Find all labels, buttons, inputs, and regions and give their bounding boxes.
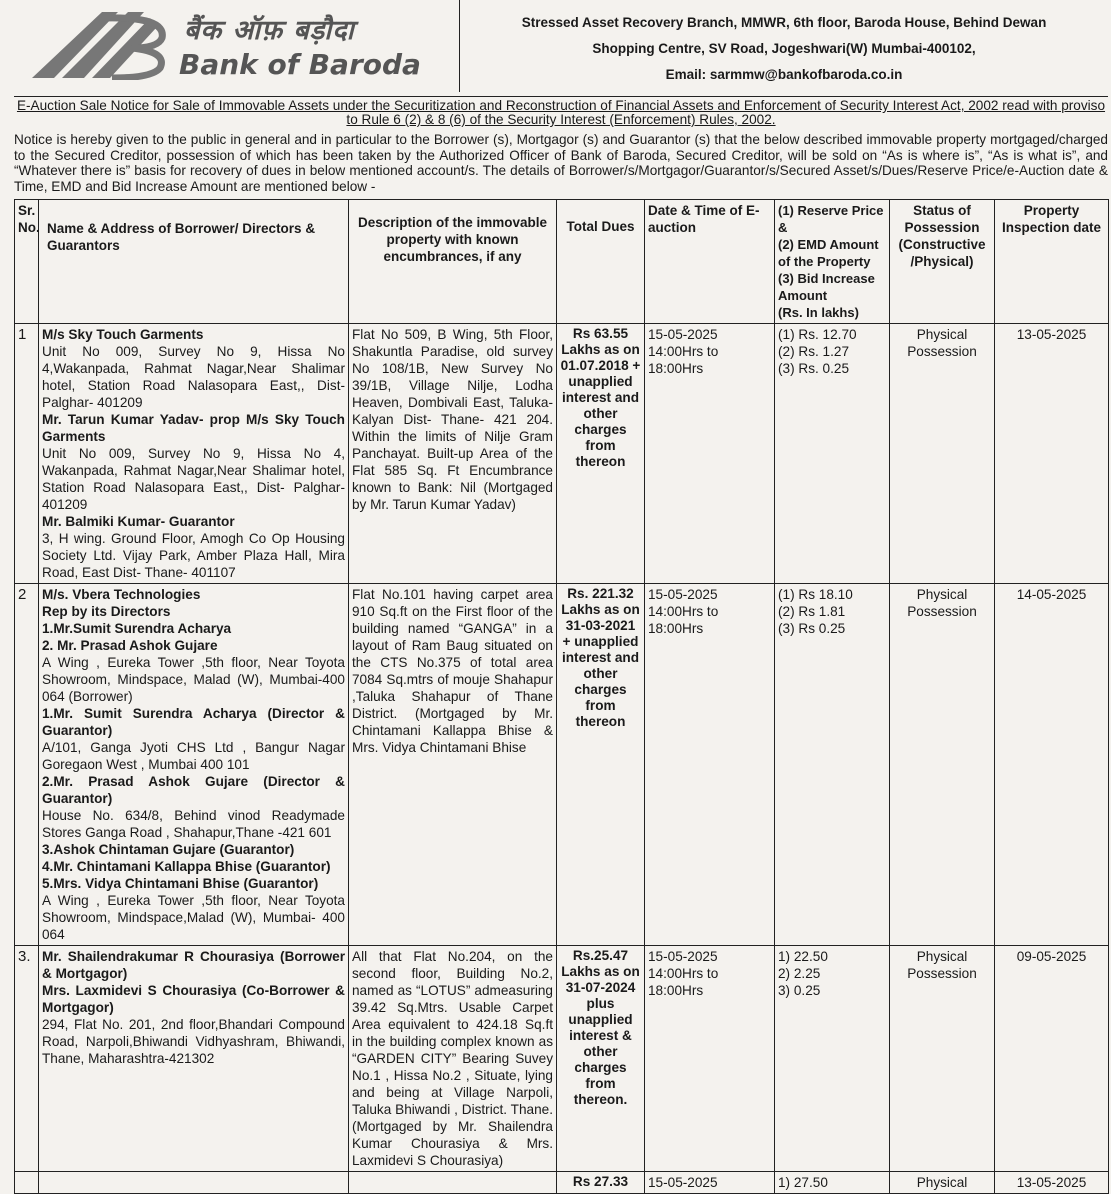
row-sr-no: 3. — [15, 946, 39, 1172]
header-reserve-1: (1) Reserve Price & — [778, 203, 884, 235]
row-dues: Rs 27.33 — [557, 1172, 645, 1194]
logo-hindi-text: बैंक ऑफ़ बड़ौदा — [184, 15, 355, 46]
borrower-name: 1.Mr. Sumit Surendra Acharya (Director & Guarantor) — [42, 706, 345, 738]
row-dues: Rs. 221.32 Lakhs as on 31-03-2021 + unapplied interest and other charges from thereon — [557, 584, 645, 946]
row-dues: Rs.25.47 Lakhs as on 31-07-2024 plus unapplied interest & other charges from thereon. — [557, 946, 645, 1172]
row-auction-date: 15-05-2025 — [645, 1172, 775, 1194]
row-inspection-date: 13-05-2025 — [995, 324, 1109, 584]
reserve-line: (3) Rs 0.25 — [778, 621, 846, 636]
header-name: Name & Address of Borrower/ Directors & Guarantors — [39, 200, 349, 324]
borrower-name: M/s Sky Touch Garments — [42, 327, 204, 342]
row-description: All that Flat No.204, on the second floor, Building No.2, named as “LOTUS” admeasuring 39.42 Sq.Mtrs. Usable Carpet Area equivalent to 424.18 Sq.ft in the building complex known as “GARDEN CITY” Bearing Suvey No.1 , Hissa No.2 , Situate, lying and being at Village Narpoli, Taluka Bhiwandi , District. Thane. (Mortgaged by Mr. Shailendra Kumar Chourasiya & Mrs. Laxmidevi S Chourasiya) — [349, 946, 557, 1172]
row-borrower — [39, 1172, 349, 1194]
header-status: Status of Possession (Constructive /Physical) — [890, 200, 995, 324]
borrower-address: Unit No 009, Survey No 9, Hissa No 4,Wakanpada, Rahmat Nagar,Near Shalimar hotel, Station Road Nalasopara East,, Dist- Palghar- 401209 — [42, 344, 345, 410]
borrower-address: 3, H wing. Ground Floor, Amogh Co Op Housing Society Ltd. Vijay Park, Amber Plaza Hall, Mira Road, East Dist- Thane- 401107 — [42, 531, 345, 580]
address-line-2: Shopping Centre, SV Road, Jogeshwari(W) Mumbai-400102, — [592, 41, 976, 56]
borrower-address: A Wing , Eureka Tower ,5th floor, Near Toyota Showroom, Mindspace, Malad (W), Mumbai-400 064 (Borrower) — [42, 655, 345, 704]
table-row — [15, 946, 1109, 1172]
row-inspection-date: 13-05-2025 — [995, 1172, 1109, 1194]
borrower-name: 5.Mrs. Vidya Chintamani Bhise (Guarantor) — [42, 876, 319, 891]
row-auction-date: 15-05-2025 14:00Hrs to 18:00Hrs — [645, 584, 775, 946]
borrower-address: 294, Flat No. 201, 2nd floor,Bhandari Compound Road, Narpoli,Bhiwandi Vidhyashram, Bhiwandi, Thane, Maharashtra-421302 — [42, 1017, 345, 1066]
borrower-address: House No. 634/8, Behind vinod Readymade Stores Ganga Road , Shahapur,Thane -421 601 — [42, 808, 345, 840]
row-inspection-date: 09-05-2025 — [995, 946, 1109, 1172]
row-description — [349, 1172, 557, 1194]
borrower-name: 3.Ashok Chintaman Gujare (Guarantor) — [42, 842, 295, 857]
notice-title: E-Auction Sale Notice for Sale of Immovable Assets under the Securitization and Reconstruction of Financial Assets and Enforcement of Security Interest Act, 2002 read with proviso to Rule 6 (2) & 8 (6) of the Security Interest (Enforcement) Rules, 2002. — [14, 96, 1108, 127]
row-auction-date: 15-05-2025 14:00Hrs to 18:00Hrs — [645, 324, 775, 584]
row-inspection-date: 14-05-2025 — [995, 584, 1109, 946]
row-description: Flat No 509, B Wing, 5th Floor, Shakuntla Paradise, old survey No 108/1B, New Survey No 39/1B, Village Nilje, Lodha Heaven, Dombivali East, Taluka- Kalyan Dist- Thane- 421 204. Within the limits of Nilje Gram Panchayat. Built-up Area of the Flat 585 Sq. Ft Encumbrance known to Bank: Nil (Mortgaged by Mr. Tarun Kumar Yadav) — [349, 324, 557, 584]
header-reserve-3: (3) Bid Increase Amount — [778, 271, 875, 303]
borrower-name: Mrs. Laxmidevi S Chourasiya (Co-Borrower & Mortgagor) — [42, 983, 345, 1015]
header-reserve-2: (2) EMD Amount of the Property — [778, 237, 879, 269]
reserve-line: (3) Rs. 0.25 — [778, 361, 850, 376]
row-borrower — [39, 946, 349, 1172]
borrower-address: A/101, Ganga Jyoti CHS Ltd , Bangur Nagar Goregaon West , Mumbai 400 101 — [42, 740, 345, 772]
header-dues: Total Dues — [557, 200, 645, 324]
bank-logo — [14, 0, 460, 92]
table-row — [15, 1172, 1109, 1194]
borrower-name: Rep by its Directors — [42, 604, 171, 619]
row-description: Flat No.101 having carpet area 910 Sq.ft on the First floor of the building named “GANGA” in a layout of Ram Baug situated on the CTS No.375 of total area 7084 Sq.mtrs of mouje Shahapur ,Taluka Shahapur of Thane District. (Mortgaged by Mr. Chintamani Kallappa Bhise & Mrs. Vidya Chintamani Bhise — [349, 584, 557, 946]
borrower-name: 2. Mr. Prasad Ashok Gujare — [42, 638, 218, 653]
row-reserve — [775, 324, 890, 584]
row-auction-date: 15-05-2025 14:00Hrs to 18:00Hrs — [645, 946, 775, 1172]
notice-header — [14, 0, 1108, 92]
baroda-sun-icon — [32, 8, 172, 80]
row-reserve — [775, 946, 890, 1172]
row-sr-no: 1 — [15, 324, 39, 584]
borrower-name: 2.Mr. Prasad Ashok Gujare (Director & Guarantor) — [42, 774, 345, 806]
row-sr-no: 2 — [15, 584, 39, 946]
email-line: Email: sarmmw@bankofbaroda.co.in — [665, 67, 903, 82]
reserve-line: 1) 22.50 — [778, 949, 828, 964]
table-header-row — [15, 200, 1109, 324]
row-possession-status: Physical — [890, 1172, 995, 1194]
notice-body: Notice is hereby given to the public in general and in particular to the Borrower (s), Mortgagor (s) and Guarantor (s) that the below described immovable property mortgaged/charged to the Secured Creditor, possession of which has been taken by the Authorized Officer of Bank of Baroda, Secured Creditor, will be sold on “As is where is”, “As is what is”, and “Whatever there is” basis for recovery of dues in below mentioned account/s. The details of Borrower/s/Mortgagor/Guarantor/s/Secured Asset/s/Dues/Reserve Price/e-Auction date & Time, EMD and Bid Increase Amount are mentioned below - — [14, 132, 1108, 194]
borrower-name: 1.Mr.Sumit Surendra Acharya — [42, 621, 232, 636]
reserve-line: 2) 2.25 — [778, 966, 821, 981]
borrower-name: 4.Mr. Chintamani Kallappa Bhise (Guarantor) — [42, 859, 331, 874]
borrower-name: Mr. Shailendrakumar R Chourasiya (Borrower & Mortgagor) — [42, 949, 345, 981]
borrower-address: Unit No 009, Survey No 9, Hissa No 4, Wakanpada, Rahmat Nagar,Near Shalimar hotel, Station Road Nalasopara East,, Dist- Palghar- 401209 — [42, 446, 345, 512]
reserve-line: (2) Rs. 1.27 — [778, 344, 850, 359]
row-possession-status: Physical Possession — [890, 324, 995, 584]
table-row — [15, 324, 1109, 584]
reserve-line: 1) 27.50 — [778, 1175, 828, 1190]
address-line-1: Stressed Asset Recovery Branch, MMWR, 6th floor, Baroda House, Behind Dewan — [521, 15, 1047, 30]
header-reserve — [775, 200, 890, 324]
row-sr-no — [15, 1172, 39, 1194]
reserve-line: (1) Rs. 12.70 — [778, 327, 857, 342]
branch-address — [460, 0, 1108, 92]
row-possession-status: Physical Possession — [890, 584, 995, 946]
row-borrower — [39, 324, 349, 584]
row-borrower — [39, 584, 349, 946]
reserve-line: (2) Rs 1.81 — [778, 604, 846, 619]
reserve-line: 3) 0.25 — [778, 983, 821, 998]
header-inspection: Property Inspection date — [995, 200, 1109, 324]
reserve-line: (1) Rs 18.10 — [778, 587, 853, 602]
row-possession-status: Physical Possession — [890, 946, 995, 1172]
row-reserve — [775, 584, 890, 946]
table-row — [15, 584, 1109, 946]
auction-table — [14, 199, 1109, 1194]
header-reserve-4: (Rs. In lakhs) — [778, 305, 859, 320]
borrower-name: Mr. Balmiki Kumar- Guarantor — [42, 514, 235, 529]
header-date: Date & Time of E-auction — [645, 200, 775, 324]
borrower-name: Mr. Tarun Kumar Yadav- prop M/s Sky Touch Garments — [42, 412, 345, 444]
row-reserve — [775, 1172, 890, 1194]
borrower-address: A Wing , Eureka Tower ,5th floor, Near Toyota Showroom, Mindspace,Malad (W), Mumbai- 400 064 — [42, 893, 345, 942]
header-description: Description of the immovable property with known encumbrances, if any — [349, 200, 557, 324]
row-dues: Rs 63.55 Lakhs as on 01.07.2018 + unapplied interest and other charges from thereon — [557, 324, 645, 584]
logo-english-text: Bank of Baroda — [179, 48, 421, 81]
header-sr: Sr. No. — [15, 200, 39, 324]
borrower-name: M/s. Vbera Technologies — [42, 587, 201, 602]
